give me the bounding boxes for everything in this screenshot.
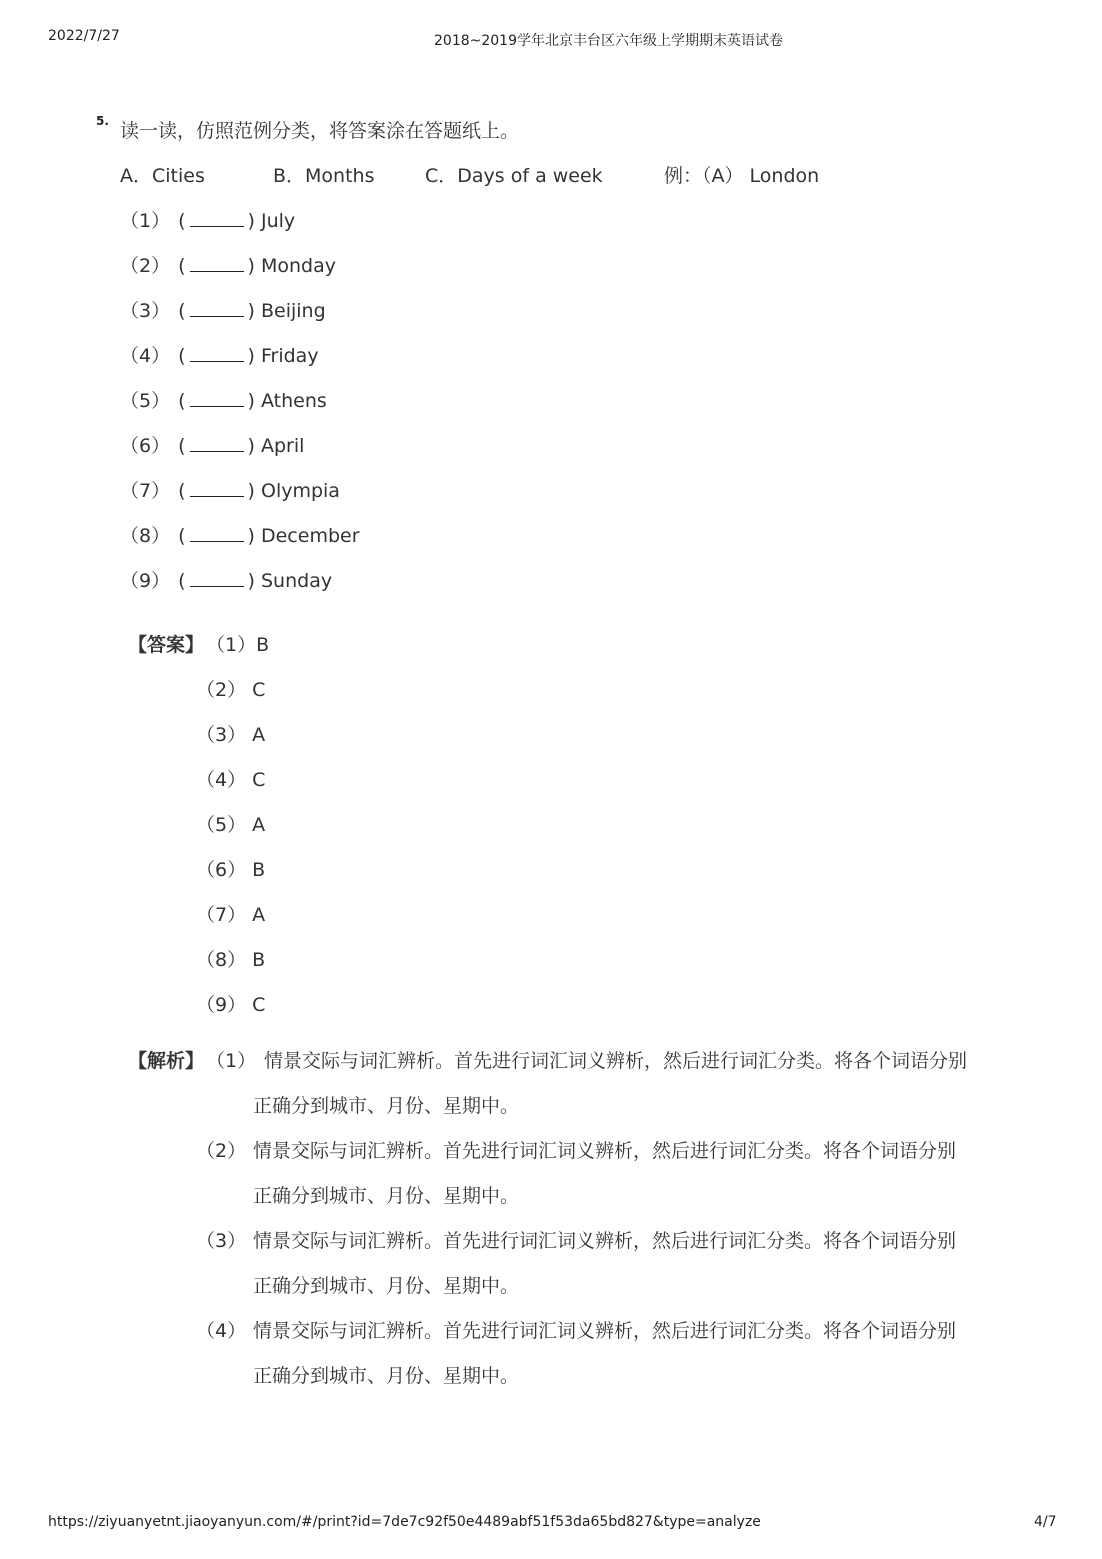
- item-word: Beijing: [260, 300, 326, 322]
- paren-open: (: [178, 480, 186, 502]
- item-number: （3）: [120, 300, 171, 322]
- example: 例：（A） London: [664, 165, 820, 187]
- item-number: （6）: [120, 435, 171, 457]
- paren-close: ): [247, 345, 255, 367]
- answer-item: （8） B: [196, 949, 266, 971]
- item-word: Olympia: [260, 480, 340, 502]
- item-word: Athens: [260, 390, 327, 412]
- list-item: [120, 341, 319, 368]
- answer-item: （4） C: [196, 769, 266, 791]
- analysis-line: 情景交际与词汇辨析。首先进行词汇词义辨析，然后进行词汇分类。将各个词语分别: [253, 1140, 957, 1162]
- item-word: April: [260, 435, 305, 457]
- analysis-label: 【解析】: [128, 1050, 205, 1072]
- paren-close: ): [247, 210, 255, 232]
- answer-blank[interactable]: [190, 568, 244, 587]
- item-word: July: [260, 210, 296, 232]
- analysis-number: （4）: [196, 1320, 247, 1342]
- paren-open: (: [178, 345, 186, 367]
- analysis-number: （1）: [206, 1050, 257, 1072]
- analysis-line: 情景交际与词汇辨析。首先进行词汇词义辨析，然后进行词汇分类。将各个词语分别: [253, 1230, 957, 1252]
- item-number: （8）: [120, 525, 171, 547]
- list-item: [120, 521, 360, 548]
- item-number: （1）: [120, 210, 171, 232]
- list-item: [120, 206, 295, 233]
- option-c: C．Days of a week: [425, 165, 603, 187]
- item-word: Monday: [260, 255, 336, 277]
- answer-blank[interactable]: [190, 298, 244, 317]
- answer-label: 【答案】: [128, 634, 205, 656]
- paren-open: (: [178, 435, 186, 457]
- analysis-number: （2）: [196, 1140, 247, 1162]
- paren-close: ): [247, 570, 255, 592]
- paren-open: (: [178, 300, 186, 322]
- item-number: （2）: [120, 255, 171, 277]
- answer-item: （5） A: [196, 814, 266, 836]
- analysis-line: 正确分到城市、月份、星期中。: [253, 1095, 520, 1117]
- answer-blank[interactable]: [190, 388, 244, 407]
- analysis-line: 情景交际与词汇辨析。首先进行词汇词义辨析，然后进行词汇分类。将各个词语分别: [264, 1050, 968, 1072]
- item-word: December: [260, 525, 360, 547]
- paren-open: (: [178, 390, 186, 412]
- paren-open: (: [178, 255, 186, 277]
- item-number: （7）: [120, 480, 171, 502]
- answer-item: （6） B: [196, 859, 266, 881]
- paren-close: ): [247, 480, 255, 502]
- answer-blank[interactable]: [190, 433, 244, 452]
- paren-close: ): [247, 255, 255, 277]
- item-number: （9）: [120, 570, 171, 592]
- answer-item: （1）B: [206, 634, 270, 656]
- question-instruction: 读一读，仿照范例分类，将答案涂在答题纸上。: [120, 120, 520, 142]
- paren-open: (: [178, 210, 186, 232]
- analysis-line: 正确分到城市、月份、星期中。: [253, 1185, 520, 1207]
- answer-blank[interactable]: [190, 343, 244, 362]
- list-item: [120, 566, 332, 593]
- answer-blank[interactable]: [190, 253, 244, 272]
- paren-open: (: [178, 525, 186, 547]
- document-title: 2018~2019学年北京丰台区六年级上学期期末英语试卷: [434, 33, 783, 49]
- item-number: （5）: [120, 390, 171, 412]
- item-number: （4）: [120, 345, 171, 367]
- list-item: [120, 476, 340, 503]
- paren-close: ): [247, 390, 255, 412]
- item-word: Friday: [260, 345, 319, 367]
- analysis-line: 情景交际与词汇辨析。首先进行词汇词义辨析，然后进行词汇分类。将各个词语分别: [253, 1320, 957, 1342]
- option-b: B．Months: [273, 165, 375, 187]
- list-item: [120, 386, 327, 413]
- item-word: Sunday: [260, 570, 333, 592]
- paren-close: ): [247, 300, 255, 322]
- print-date: 2022/7/27: [48, 28, 120, 44]
- answer-item: （3） A: [196, 724, 266, 746]
- analysis-line: 正确分到城市、月份、星期中。: [253, 1275, 520, 1297]
- paren-close: ): [247, 435, 255, 457]
- paren-open: (: [178, 570, 186, 592]
- answer-blank[interactable]: [190, 523, 244, 542]
- analysis-number: （3）: [196, 1230, 247, 1252]
- question-number: 5.: [96, 114, 109, 128]
- answer-blank[interactable]: [190, 208, 244, 227]
- answer-item: （2） C: [196, 679, 266, 701]
- list-item: [120, 431, 304, 458]
- paren-close: ): [247, 525, 255, 547]
- option-a: A．Cities: [120, 165, 205, 187]
- list-item: [120, 251, 336, 278]
- analysis-line: 正确分到城市、月份、星期中。: [253, 1365, 520, 1387]
- answer-item: （7） A: [196, 904, 266, 926]
- answer-blank[interactable]: [190, 478, 244, 497]
- answer-item: （9） C: [196, 994, 266, 1016]
- page-number: 4/7: [1034, 1514, 1057, 1530]
- list-item: [120, 296, 326, 323]
- footer-url: https://ziyuanyetnt.jiaoyanyun.com/#/print?id=7de7c92f50e4489abf51f53da65bd827&type=analyze: [48, 1514, 761, 1530]
